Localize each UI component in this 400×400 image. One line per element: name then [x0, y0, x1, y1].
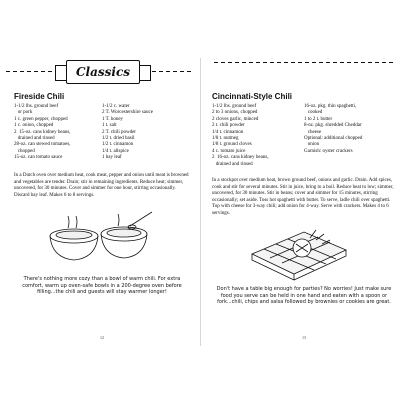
ingredient-line: 1 c. onion, chopped	[14, 123, 54, 129]
page-gutter	[200, 58, 201, 346]
ingredient-line: 2 T. Worcestershire sauce	[102, 110, 153, 116]
ingredient-line: drained and rinsed	[212, 161, 253, 167]
ingredient-line: or pork	[14, 110, 33, 116]
ingredient-line: 28-oz. can stewed tomatoes,	[14, 142, 71, 148]
ingredient-line: 1/8 t. ground cloves	[212, 142, 252, 148]
ingredient-line: 1 to 2 t. butter	[304, 116, 333, 122]
ingredient-line: 1-1/2 lbs. ground beef	[14, 104, 59, 109]
ingredient-line: onion	[304, 142, 320, 148]
ingredients-column-1	[212, 104, 269, 168]
ingredient-line: Garnish: oyster crackers	[304, 148, 353, 154]
ingredient-line: 1/4 t. cinnamon	[212, 129, 244, 135]
ingredients-column-2	[304, 104, 362, 155]
page-number: 13	[302, 335, 306, 340]
ingredient-line: 2 to 3 onions, chopped	[212, 110, 258, 116]
ingredient-line: 4 c. tomato juice	[212, 148, 246, 154]
ingredient-line: 1 t. salt	[102, 123, 117, 129]
ingredient-line: 1/8 t. nutmeg	[212, 136, 239, 142]
ingredient-line: 1-1/2 lbs. ground beef	[212, 104, 257, 109]
ingredient-line: 15-oz. can tomato sauce	[14, 155, 63, 161]
ingredient-line: 2 t. chili powder	[212, 123, 245, 129]
ingredient-line: 1/2 t. dried basil	[102, 136, 135, 142]
ingredient-line: 1 bay leaf	[102, 155, 122, 161]
tip-note: There's nothing more cozy than a bowl of warm chili. For extra comfort, warm up oven-safe bowls in a 200-degree oven before filling...the chili and guests will stay warmer longer!	[22, 276, 182, 296]
ingredients-column-1	[14, 104, 71, 162]
ingredient-line: 2 15-oz. cans kidney beans,	[14, 129, 71, 135]
ingredients-column-2	[102, 104, 153, 162]
recipe-method: In a Dutch oven over medium heat, cook meat, pepper and onion until meat is browned and vegetables are tender. Drain; stir in remaining ingredients. Reduce heat; simmer, uncovered, for 30 minutes. Cover and simmer for one hour, stirring occasionally. Discard bay leaf. Makes 6 to 8 servings.	[14, 173, 189, 198]
ingredient-line: 2 16-oz. cans kidney beans,	[212, 155, 269, 161]
ingredient-line: 16-oz. pkg. thin spaghetti,	[304, 104, 357, 109]
ingredient-line: 1 T. honey	[102, 116, 124, 122]
ingredient-line: drained and rinsed	[14, 136, 55, 142]
ingredient-line: 1 c. green pepper, chopped	[14, 116, 68, 122]
picnic-basket-illustration	[244, 224, 354, 282]
banner-title: Classics	[75, 65, 131, 79]
ingredient-line: chopped	[14, 148, 35, 154]
ingredient-line: cheese	[304, 129, 322, 135]
ingredient-line: 1/2 t. cinnamon	[102, 142, 134, 148]
ingredient-line: 1/4 t. allspice	[102, 148, 129, 154]
tip-note: Don't have a table big enough for parties? No worries! Just make sure food you serve can be held in one hand and eaten with a spoon or fork...chili, chips and salsa followed by brownies or cookies are great.	[216, 286, 392, 306]
recipe-title: Fireside Chili	[14, 92, 65, 101]
ingredient-line: 2 cloves garlic, minced	[212, 116, 259, 122]
recipe-method: In a stockpot over medium heat, brown ground beef, onions and garlic. Drain. Add spices, cook and stir for several minutes. Stir in juice, bring to a boil. Reduce heat to low; simmer, uncovered, for 30 minutes. Stir in beans; cover and simmer for 15 minutes, stirring occasionally; set aside. Toss hot spaghetti with butter. To serve, ladle chili over spaghetti. Top with cheese for 3-way chili; add onion for 4-way. Serve with crackers. Makes 4 to 6 servings.	[212, 178, 394, 216]
ingredient-line: 2 T. chili powder	[102, 129, 136, 135]
recipe-title: Cincinnati-Style Chili	[212, 92, 293, 101]
chili-bowls-illustration	[44, 208, 154, 268]
ingredient-line: 8-oz. pkg. shredded Cheddar	[304, 123, 362, 129]
ingredient-line: 1-1/2 c. water	[102, 104, 130, 109]
cookbook-spread	[2, 58, 398, 346]
right-page	[208, 58, 398, 346]
page-number: 12	[100, 335, 104, 340]
left-page	[6, 58, 196, 346]
ingredient-line: cooked	[304, 110, 323, 116]
ingredient-line: Optional: additional chopped	[304, 136, 363, 142]
